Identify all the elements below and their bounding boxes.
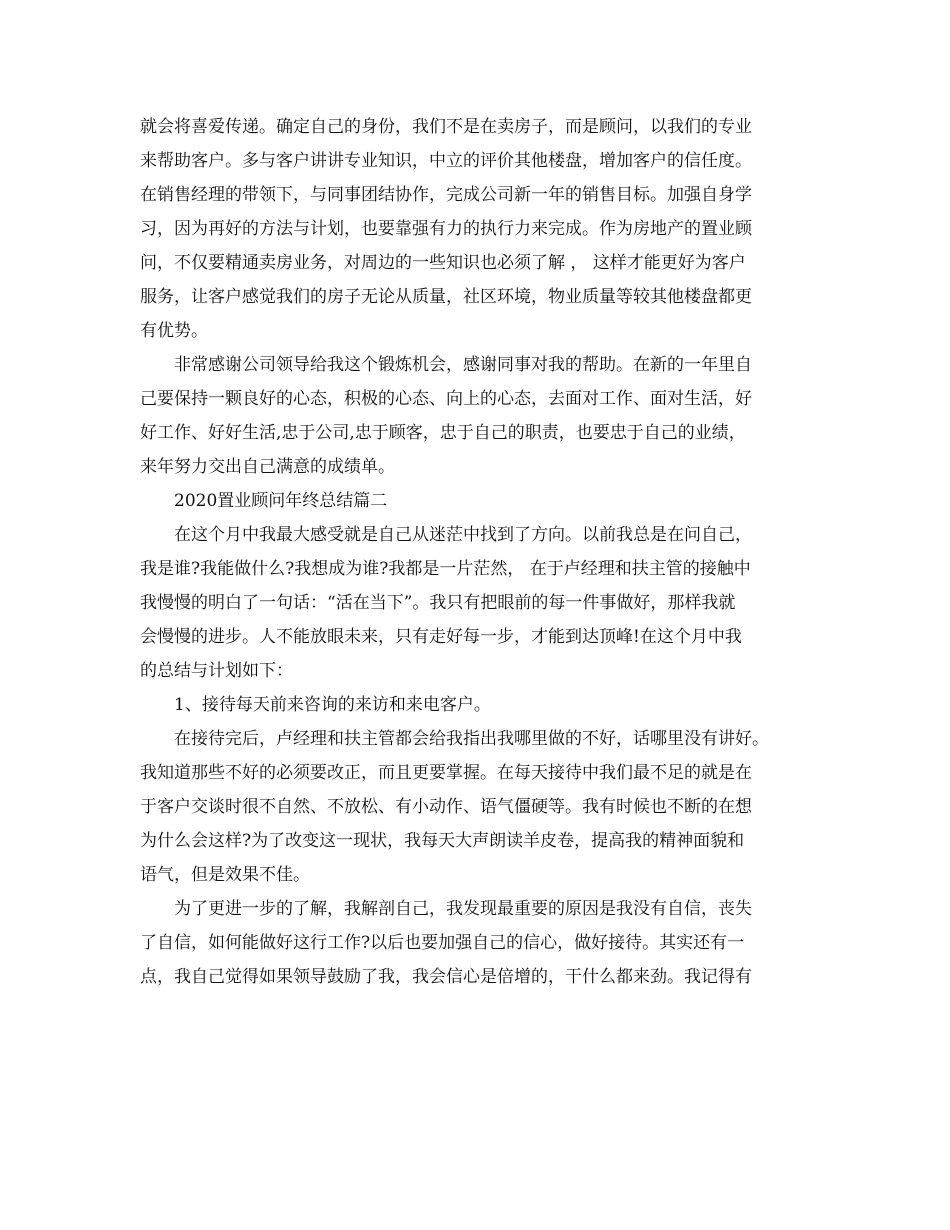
document-body xyxy=(140,110,840,994)
text-line: 问，不仅要精通卖房业务，对周边的一些知识也必须了解 ， 这样才能更好为客户 xyxy=(140,253,746,273)
text-line: 我是谁?我能做什么?我想成为谁?我都是一片茫然， 在于卢经理和扶主管的接触中 xyxy=(140,559,751,579)
text-line: 为了更进一步的了解，我解剖自己，我发现最重要的原因是我没有自信，丧失 xyxy=(174,899,752,919)
text-line: 的总结与计划如下： xyxy=(140,661,293,681)
text-line: 非常感谢公司领导给我这个锻炼机会，感谢同事对我的帮助。在新的一年里自 xyxy=(174,355,752,375)
text-line: 语气，但是效果不佳。 xyxy=(140,865,310,885)
text-line: 就会将喜爱传递。确定自己的身份，我们不是在卖房子，而是顾问，以我们的专业 xyxy=(140,117,752,137)
text-line: 习，因为再好的方法与计划，也要靠强有力的执行力来完成。作为房地产的置业顾 xyxy=(140,219,752,239)
text-line: 己要保持一颗良好的心态，积极的心态、向上的心态，去面对工作、面对生活，好 xyxy=(140,389,752,409)
text-line: 会慢慢的进步。人不能放眼未来，只有走好每一步，才能到达顶峰!在这个月中我 xyxy=(140,627,742,647)
text-line: 于客户交谈时很不自然、不放松、有小动作、语气僵硬等。我有时候也不断的在想 xyxy=(140,797,752,817)
text-line: 了自信，如何能做好这行工作?以后也要加强自己的信心，做好接待。其实还有一 xyxy=(140,933,745,953)
text-line: 为什么会这样?为了改变这一现状，我每天大声朗读羊皮卷，提高我的精神面貌和 xyxy=(140,831,745,851)
text-line: 来帮助客户。多与客户讲讲专业知识，中立的评价其他楼盘，增加客户的信任度。 xyxy=(140,151,752,171)
text-line: 在销售经理的带领下，与同事团结协作，完成公司新一年的销售目标。加强自身学 xyxy=(140,185,752,205)
text-line: 我知道那些不好的必须要改正，而且更要掌握。在每天接待中我们最不足的就是在 xyxy=(140,763,752,783)
text-line: 好工作、好好生活,忠于公司,忠于顾客，忠于自己的职责，也要忠于自己的业绩， xyxy=(140,423,746,443)
text-line: 点，我自己觉得如果领导鼓励了我，我会信心是倍增的，干什么都来劲。我记得有 xyxy=(140,967,752,987)
text-line: 在这个月中我最大感受就是自己从迷茫中找到了方向。以前我总是在问自己， xyxy=(174,525,752,545)
text-line: 来年努力交出自己满意的成绩单。 xyxy=(140,457,395,477)
text-line: 服务，让客户感觉我们的房子无论从质量，社区环境，物业质量等较其他楼盘都更 xyxy=(140,287,752,307)
text-line: 1、接待每天前来咨询的来访和来电客户。 xyxy=(174,695,491,715)
text-line: 我慢慢的明白了一句话：“活在当下”。我只有把眼前的每一件事做好，那样我就 xyxy=(140,593,736,613)
text-line: 有优势。 xyxy=(140,321,208,341)
text-line: 2020置业顾问年终总结篇二 xyxy=(174,491,388,511)
text-line: 在接待完后，卢经理和扶主管都会给我指出我哪里做的不好，话哪里没有讲好。 xyxy=(174,729,769,749)
